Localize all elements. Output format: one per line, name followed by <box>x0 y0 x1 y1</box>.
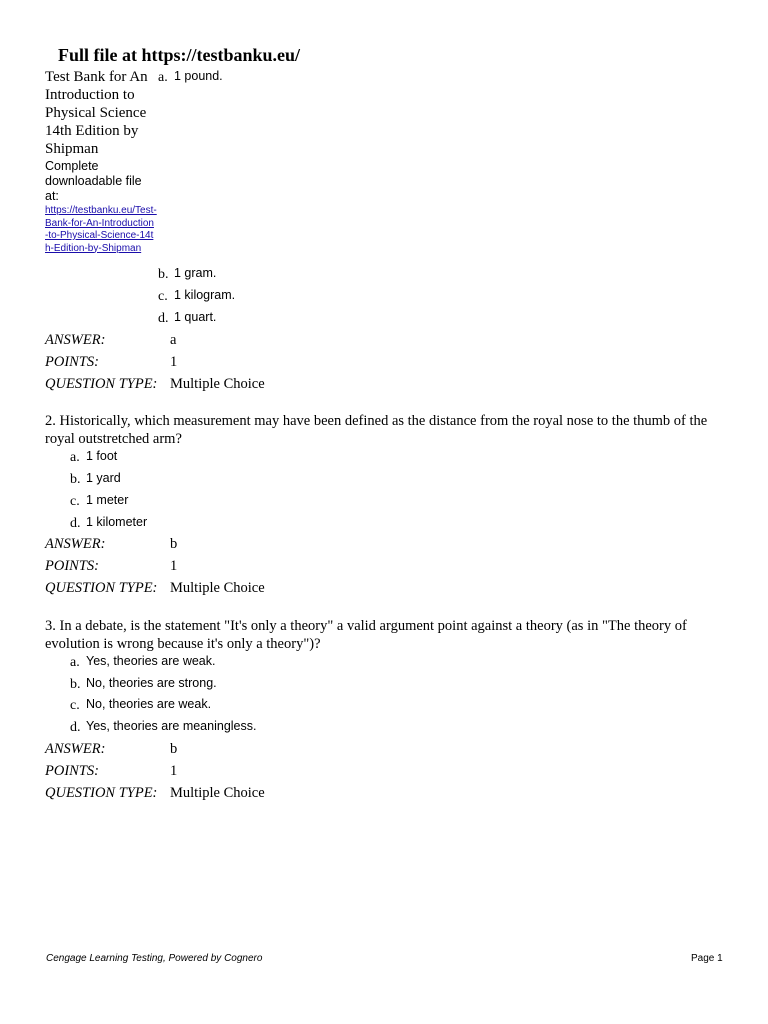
option-text: No, theories are weak. <box>86 697 212 711</box>
option-letter: c. <box>70 494 80 509</box>
option-letter: c. <box>158 289 168 304</box>
page-number: Page 1 <box>691 953 723 964</box>
points-value: 1 <box>170 558 178 574</box>
option-letter: a. <box>70 655 80 670</box>
option-text: 1 kilometer <box>86 515 148 529</box>
option-text: 1 meter <box>86 493 129 507</box>
points-label: POINTS: <box>45 558 99 574</box>
option-letter: a. <box>70 450 80 465</box>
download-link[interactable]: https://testbanku.eu/Test-Bank-for-An-Introduction-to-Physical-Science-14th-Edition-by-Shipman <box>45 205 157 254</box>
option-text: 1 yard <box>86 471 121 485</box>
page-header-title: Full file at https://testbanku.eu/ <box>58 45 301 65</box>
option-letter: d. <box>70 720 81 735</box>
option-text: 1 pound. <box>174 69 223 83</box>
option-letter: b. <box>158 267 169 282</box>
footer-credit: Cengage Learning Testing, Powered by Cognero <box>46 953 263 964</box>
book-title: Test Bank for An Introduction to Physical Science 14th Edition by Shipman <box>45 69 148 157</box>
question-type-label: QUESTION TYPE: <box>45 785 158 801</box>
option-letter: d. <box>158 311 169 326</box>
sidebar-note <box>45 68 157 255</box>
option-letter: a. <box>158 70 168 85</box>
option-text: 1 kilogram. <box>174 288 236 302</box>
question-type-value: Multiple Choice <box>170 785 265 801</box>
option-letter: b. <box>70 472 81 487</box>
option-letter: d. <box>70 516 81 531</box>
answer-value: b <box>170 536 178 552</box>
option-text: 1 quart. <box>174 310 217 324</box>
option-text: Yes, theories are weak. <box>86 654 216 668</box>
question-text: 3. In a debate, is the statement "It's only a theory" a valid argument point against a theory (as in "The theory of evolution is wrong because it's only a theory")? <box>45 618 687 652</box>
question-type-value: Multiple Choice <box>170 580 265 596</box>
option-letter: c. <box>70 698 80 713</box>
question-text: 2. Historically, which measurement may have been defined as the distance from the royal nose to the thumb of the royal outstretched arm? <box>45 413 708 447</box>
points-label: POINTS: <box>45 763 99 779</box>
answer-label: ANSWER: <box>45 741 106 757</box>
points-label: POINTS: <box>45 354 99 370</box>
question-type-label: QUESTION TYPE: <box>45 580 158 596</box>
question-type-label: QUESTION TYPE: <box>45 376 158 392</box>
question-type-value: Multiple Choice <box>170 376 265 392</box>
option-text: Yes, theories are meaningless. <box>86 719 257 733</box>
points-value: 1 <box>170 354 178 370</box>
option-letter: b. <box>70 677 81 692</box>
option-text: 1 gram. <box>174 266 217 280</box>
answer-value: a <box>170 332 177 348</box>
option-text: 1 foot <box>86 449 118 463</box>
answer-value: b <box>170 741 178 757</box>
answer-label: ANSWER: <box>45 332 106 348</box>
complete-file-text: Complete downloadable file at: <box>45 159 142 203</box>
option-text: No, theories are strong. <box>86 676 217 690</box>
answer-label: ANSWER: <box>45 536 106 552</box>
points-value: 1 <box>170 763 178 779</box>
